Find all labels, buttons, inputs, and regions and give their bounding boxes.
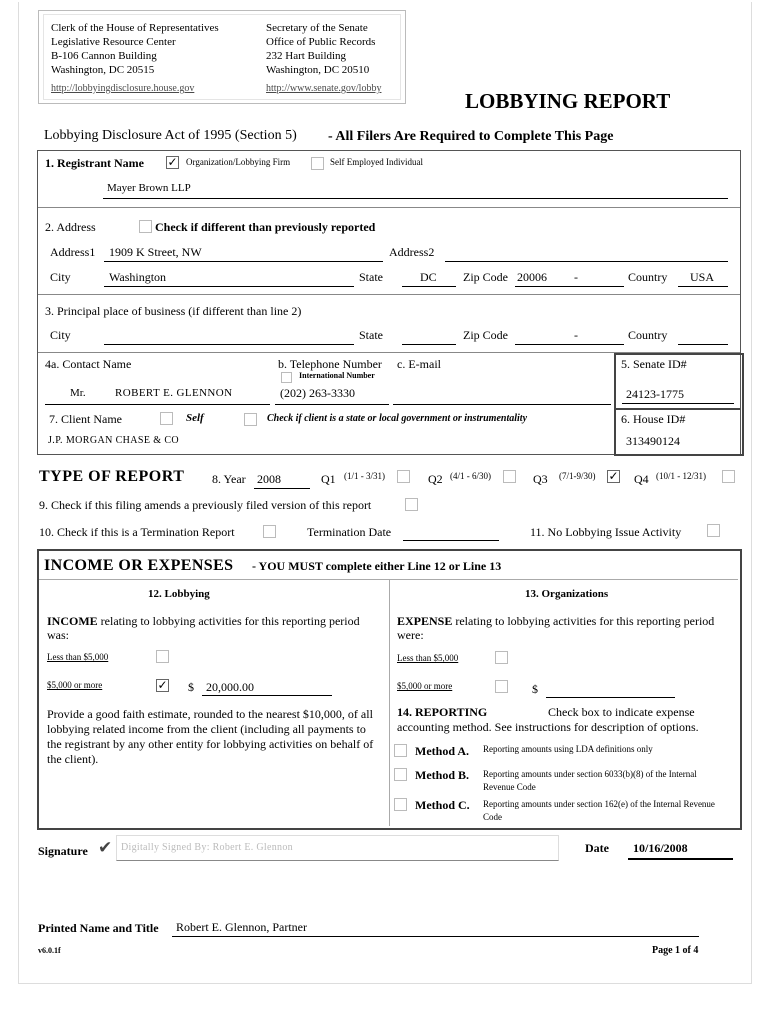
senate-address: Secretary of the Senate Office of Public Records 232 Hart Building Washington, DC 20510: [266, 22, 376, 76]
expense-more-label: $5,000 or more: [397, 681, 453, 691]
amend-checkbox[interactable]: [405, 498, 418, 511]
client-self-label: Self: [186, 412, 204, 424]
self-employed-label: Self Employed Individual: [330, 157, 423, 167]
phone-label: b. Telephone Number: [278, 357, 382, 371]
signature-check-icon: ✔: [98, 838, 113, 857]
state-gov-checkbox[interactable]: [244, 413, 257, 426]
state-label: State: [359, 270, 383, 284]
no-activity-checkbox[interactable]: [707, 524, 720, 537]
income-title: INCOME OR EXPENSES: [44, 557, 234, 574]
method-b-checkbox[interactable]: [394, 768, 407, 781]
principal-country-label: Country: [628, 328, 668, 342]
address-diff-checkbox[interactable]: [139, 220, 152, 233]
zip-label: Zip Code: [463, 270, 508, 284]
client-self-checkbox[interactable]: [160, 412, 173, 425]
address-label: 2. Address: [45, 220, 96, 234]
registrant-name: Mayer Brown LLP: [107, 182, 191, 194]
income-less-label: Less than $5,000: [47, 652, 109, 662]
method-a-checkbox[interactable]: [394, 744, 407, 757]
phone-value: (202) 263-3330: [280, 386, 355, 400]
q2-checkbox[interactable]: [503, 470, 516, 483]
digital-signature: Digitally Signed By: Robert E. Glennon: [121, 842, 293, 853]
address2-label: Address2: [389, 245, 435, 259]
income-must-note: - YOU MUST complete either Line 12 or Line 13: [252, 559, 502, 573]
principal-state-label: State: [359, 328, 383, 342]
principal-zip-label: Zip Code: [463, 328, 508, 342]
email-label: c. E-mail: [397, 357, 441, 371]
self-employed-checkbox[interactable]: [311, 157, 324, 170]
termination-label: 10. Check if this is a Termination Report: [39, 525, 235, 539]
house-id-value: 313490124: [626, 434, 680, 448]
year-label: 8. Year: [212, 472, 246, 486]
address1-label: Address1: [50, 245, 96, 259]
expense-more-checkbox[interactable]: [495, 680, 508, 693]
lobbying-heading: 12. Lobbying: [148, 588, 210, 600]
organizations-heading: 13. Organizations: [525, 588, 609, 600]
senate-id-value: 24123-1775: [626, 387, 684, 401]
state-value: DC: [420, 270, 437, 284]
page-number: Page 1 of 4: [652, 945, 699, 956]
termination-date-label: Termination Date: [307, 525, 392, 539]
income-less-checkbox[interactable]: [156, 650, 169, 663]
printed-name-label: Printed Name and Title: [38, 921, 159, 935]
clerk-address: Clerk of the House of Representatives Legislative Resource Center B-106 Cannon Building Washington, DC 20515: [51, 22, 219, 76]
senate-link[interactable]: http://www.senate.gov/lobby: [266, 83, 382, 94]
income-more-label: $5,000 or more: [47, 680, 103, 690]
q3-checkbox[interactable]: ✓: [608, 469, 619, 483]
country-label: Country: [628, 270, 668, 284]
registrant-label: 1. Registrant Name: [45, 156, 144, 170]
org-label: Organization/Lobbying Firm: [186, 157, 291, 167]
contact-prefix: Mr.: [70, 387, 86, 399]
contact-name: ROBERT E. GLENNON: [115, 387, 233, 399]
senate-id-label: 5. Senate ID#: [621, 357, 687, 371]
house-id-label: 6. House ID#: [621, 412, 686, 426]
reporting-label: 14. REPORTING: [397, 705, 488, 719]
act-title: Lobbying Disclosure Act of 1995 (Section 5): [44, 128, 297, 143]
signature-label: Signature: [38, 844, 88, 858]
principal-city-label: City: [50, 328, 71, 342]
amend-label: 9. Check if this filing amends a previously filed version of this report: [39, 498, 372, 512]
contact-label: 4a. Contact Name: [45, 357, 132, 371]
q4-checkbox[interactable]: [722, 470, 735, 483]
principal-label: 3. Principal place of business (if different than line 2): [45, 304, 302, 318]
client-name: J.P. MORGAN CHASE & CO: [48, 435, 180, 446]
address1-value: 1909 K Street, NW: [109, 245, 202, 259]
org-checkbox[interactable]: ✓: [167, 155, 178, 169]
income-more-checkbox[interactable]: ✓: [157, 678, 168, 692]
date-value: 10/16/2008: [633, 841, 688, 855]
q1-checkbox[interactable]: [397, 470, 410, 483]
state-gov-label: Check if client is a state or local government or instrumentality: [267, 413, 528, 424]
expense-less-checkbox[interactable]: [495, 651, 508, 664]
intl-checkbox[interactable]: [281, 372, 292, 383]
estimate-note: Provide a good faith estimate, rounded to the nearest $10,000, of all lobbying related income from the client (including all payments to the registrant by any other entity for lobbying activities on behalf of the client).: [47, 707, 374, 766]
termination-checkbox[interactable]: [263, 525, 276, 538]
city-value: Washington: [109, 270, 167, 284]
year-value: 2008: [257, 472, 281, 486]
clerk-link[interactable]: http://lobbyingdisclosure.house.gov: [51, 83, 195, 94]
version: v6.0.1f: [38, 946, 61, 955]
city-label: City: [50, 270, 71, 284]
expense-less-label: Less than $5,000: [397, 653, 459, 663]
zip-value: 20006: [517, 270, 547, 284]
no-activity-label: 11. No Lobbying Issue Activity: [530, 525, 682, 539]
income-amount: 20,000.00: [206, 680, 254, 694]
type-of-report-label: TYPE OF REPORT: [39, 468, 185, 485]
all-filers-note: - All Filers Are Required to Complete This Page: [328, 129, 614, 144]
method-c-checkbox[interactable]: [394, 798, 407, 811]
country-value: USA: [690, 270, 715, 284]
date-label: Date: [585, 841, 609, 855]
intl-label: International Number: [299, 371, 375, 380]
client-label: 7. Client Name: [49, 412, 122, 426]
printed-name-value: Robert E. Glennon, Partner: [176, 920, 307, 934]
address-diff-label: Check if different than previously reported: [155, 220, 376, 234]
form-title: LOBBYING REPORT: [465, 89, 671, 113]
